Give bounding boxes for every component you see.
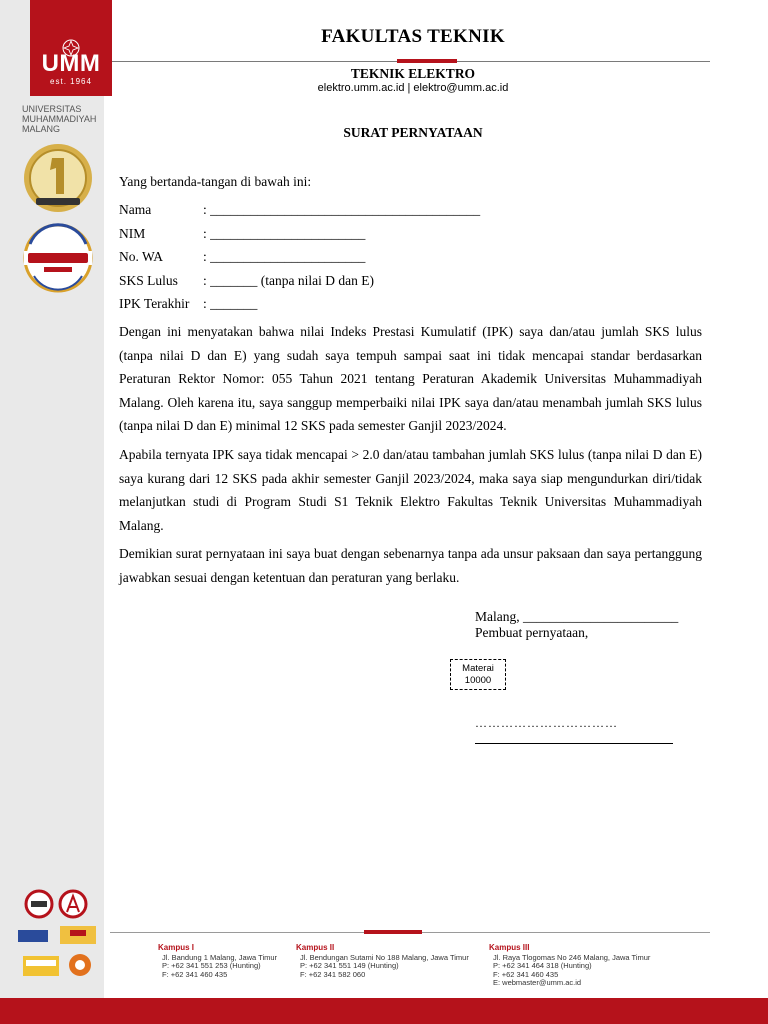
closing-paragraph: Demikian surat pernyataan ini saya buat dengan sebenarnya tanpa ada unsur paksaan dan saya pertanggung jawabkan sesuai dengan ketentuan dan peraturan yang berlaku. — [119, 546, 702, 585]
form-row-sks — [119, 269, 480, 293]
form-row-name — [119, 198, 480, 222]
form-blank[interactable]: : ________________________________________ — [203, 202, 481, 217]
campus-phone: P: +62 341 551 253 (Hunting) — [162, 961, 261, 971]
university-line: UNIVERSITAS — [22, 104, 82, 114]
signature-line — [475, 743, 673, 744]
signature-dots: …………………………… — [475, 716, 618, 730]
form-row-wa — [119, 245, 480, 269]
form-label: No. WA — [119, 249, 164, 264]
form-blank[interactable]: : _______ — [203, 296, 258, 311]
ummpasti-badge-icon — [18, 222, 98, 294]
department-title: TEKNIK ELEKTRO — [350, 66, 476, 81]
form-label: IPK Terakhir — [119, 296, 190, 311]
campus-email: E: webmaster@umm.ac.id — [493, 978, 582, 988]
form-blank[interactable]: : _______ (tanpa nilai D dan E) — [203, 272, 374, 288]
campus-fax: F: +62 341 460 435 — [493, 969, 559, 979]
logo-text: UMM — [41, 50, 101, 77]
logo-est: est. 1964 — [50, 77, 92, 86]
statement-paragraph: Dengan ini menyatakan bahwa nilai Indeks Prestasi Kumulatif (IPK) saya dan/atau jumlah SKS lulus (tanpa nilai D dan E) yang sudah saya tempuh sampai saat ini tidak mencapai standar berdasarkan Peraturan Rektor Nomor: 055 Tahun 2021 tentang Peraturan Akademik Universitas Muhammadiyah Malang. Oleh karena itu, saya sanggup memperbaiki nilai IPK saya dan/atau menambah jumlah SKS lulus (tanpa nilai D dan E) minimal 12 SKS pada semester Ganjil 2023/2024. — [119, 324, 702, 433]
materai-stamp-box — [450, 659, 506, 690]
campus-2-info — [296, 944, 469, 979]
signature-place-date: Malang, _______________________ — [475, 609, 679, 624]
contact-info: elektro.umm.ac.id | elektro@umm.ac.id — [317, 82, 509, 94]
campus-address: Jl. Bendungan Sutami No 188 Malang, Jawa Timur — [300, 952, 469, 962]
footer-bar — [0, 998, 768, 1024]
form-blank[interactable]: : _______________________ — [203, 249, 366, 264]
campus-phone: P: +62 341 551 149 (Hunting) — [300, 961, 399, 971]
consequence-paragraph: Apabila ternyata IPK saya tidak mencapai > 2.0 dan/atau tambahan jumlah SKS lulus (tanpa nilai D dan E) saya kurang dari 12 SKS pada akhir semester Ganjil 2023/2024, maka saya siap mengundurkan diri/tidak melanjutkan studi di Program Studi S1 Teknik Elektro Fakultas Teknik Universitas Muhammadiyah Malang. — [119, 447, 702, 533]
number-one-badge-icon — [22, 142, 94, 214]
university-line: MALANG — [22, 124, 61, 134]
form-row-nim — [119, 222, 480, 246]
materai-value: 10000 — [464, 675, 492, 686]
campus-name: Kampus I — [158, 943, 195, 952]
form-label: Nama — [119, 202, 152, 217]
identity-form — [119, 198, 480, 316]
document-title: SURAT PERNYATAAN — [343, 125, 483, 140]
form-blank[interactable]: : _______________________ — [203, 225, 366, 241]
campus-address: Jl. Raya Tlogomas No 246 Malang, Jawa Timur — [493, 952, 651, 962]
campus-fax: F: +62 341 460 435 — [162, 969, 228, 979]
campus-address: Jl. Bandung 1 Malang, Jawa Timur — [162, 952, 278, 962]
campus-1-info — [158, 944, 277, 979]
footer-divider-accent — [364, 930, 422, 934]
campus-name: Kampus II — [296, 943, 335, 952]
form-row-ipk — [119, 292, 480, 316]
campus-name: Kampus III — [489, 943, 530, 952]
materai-label: Materai — [462, 663, 494, 674]
university-name — [22, 104, 112, 134]
campus-3-info — [489, 944, 650, 988]
campus-phone: P: +62 341 464 318 (Hunting) — [493, 961, 592, 971]
form-label: SKS Lulus — [119, 272, 178, 288]
campus-fax: F: +62 341 582 060 — [300, 969, 366, 979]
accreditation-logos-icon — [18, 882, 104, 992]
signature-maker: Pembuat pernyataan, — [475, 625, 589, 640]
header-divider-accent — [397, 59, 457, 63]
faculty-title: FAKULTAS TEKNIK — [321, 26, 505, 47]
university-line: MUHAMMADIYAH — [22, 114, 97, 124]
intro-text: Yang bertanda-tangan di bawah ini: — [119, 174, 312, 189]
umm-logo — [30, 0, 112, 96]
form-label: NIM — [119, 225, 146, 241]
